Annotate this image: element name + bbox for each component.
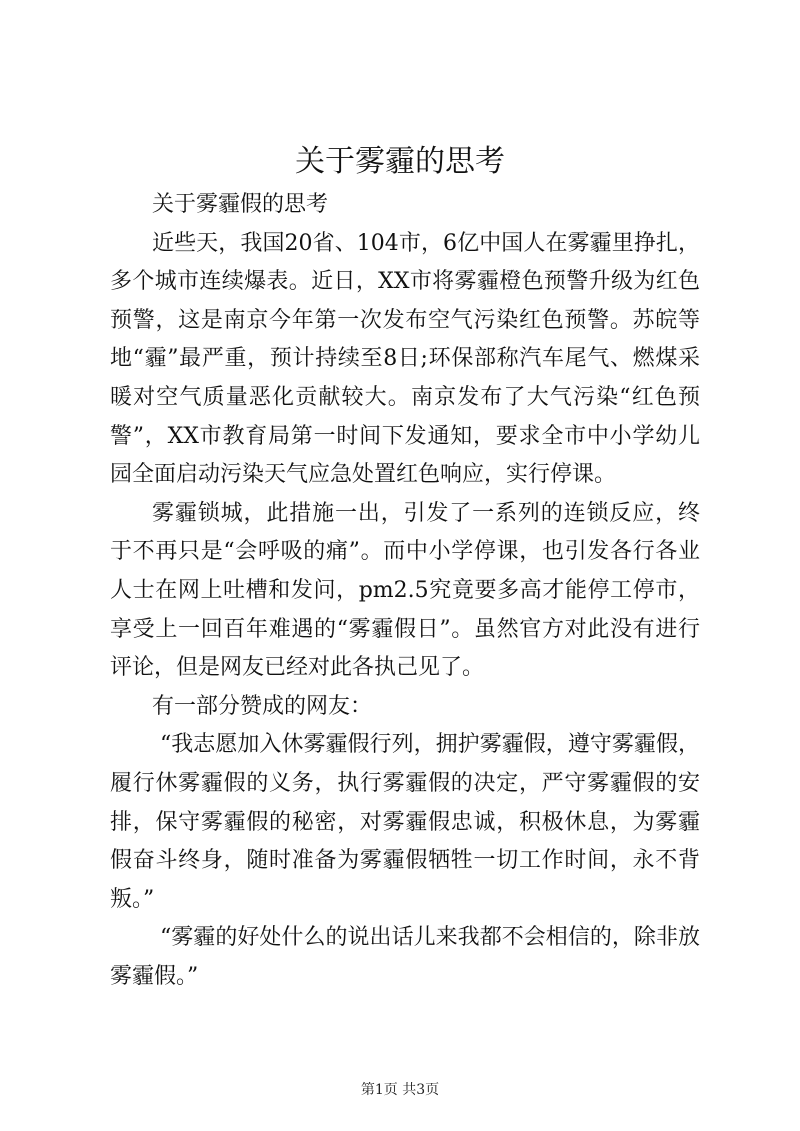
body-paragraph-2: 雾霾锁城，此措施一出，引发了一系列的连锁反应，终于不再只是“会呼吸的痛”。而中小学停课，也引发各行各业人士在网上吐槽和发问，pm2.5究竟要多高才能停工停市，享受上一回百年难遇的“雾霾假日”。虽然官方对此没有进行评论，但是网友已经对此各执己见了。 xyxy=(110,500,700,681)
quote-paragraph-2: “雾霾的好处什么的说出话儿来我都不会相信的，除非放雾霾假。” xyxy=(110,925,700,989)
page-number-footer: 第1页 共3页 xyxy=(360,1082,440,1098)
document-title: 关于雾霾的思考 xyxy=(295,144,505,179)
subtitle-paragraph: 关于雾霾假的思考 xyxy=(152,192,329,217)
quote-paragraph-1: “我志愿加入休雾霾假行列，拥护雾霾假，遵守雾霾假，履行休雾霾假的义务，执行雾霾假的决定，严守雾霾假的安排，保守雾霾假的秘密，对雾霾假忠诚，积极休息，为雾霾假奋斗终身，随时准备为雾霾假牺牲一切工作时间，永不背叛。” xyxy=(110,732,700,912)
body-paragraph-1: 近些天，我国20省、104市，6亿中国人在雾霾里挣扎，多个城市连续爆表。近日，XX市将雾霾橙色预警升级为红色预警，这是南京今年第一次发布空气污染红色预警。苏皖等地“霾”最严重，预计持续至8日;环保部称汽车尾气、燃煤采暖对空气质量恶化贡献较大。南京发布了大气污染“红色预警”，XX市教育局第一时间下发通知，要求全市中小学幼儿园全面启动污染天气应急处置红色响应，实行停课。 xyxy=(110,230,700,488)
document-body xyxy=(110,186,700,996)
body-paragraph-3: 有一部分赞成的网友： xyxy=(152,693,373,719)
